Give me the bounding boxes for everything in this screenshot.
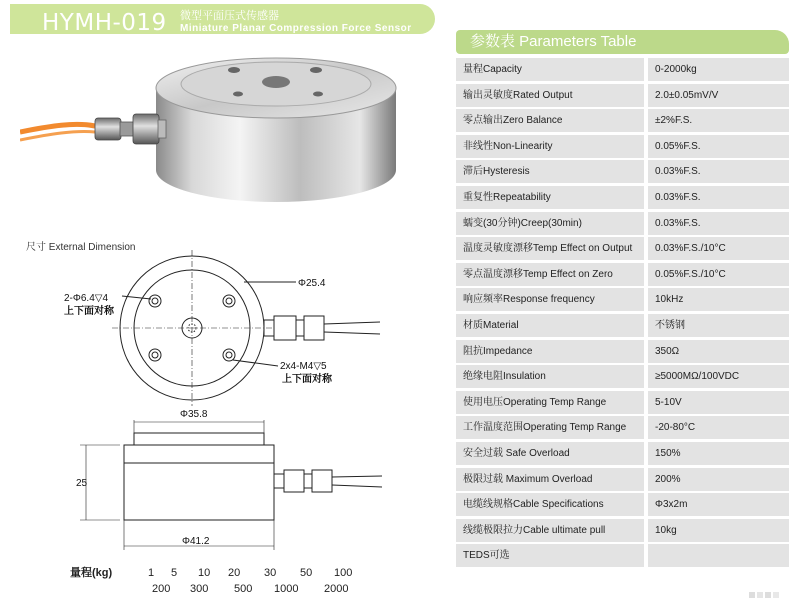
param-value: 5-10V — [648, 391, 789, 414]
table-row — [456, 493, 789, 516]
param-name: 安全过载 Safe Overload — [456, 442, 644, 465]
param-name: 阻抗Impedance — [456, 340, 644, 363]
param-value: 0.03%F.S. — [648, 212, 789, 235]
table-row — [456, 544, 789, 567]
table-row — [456, 263, 789, 286]
table-row — [456, 135, 789, 158]
table-row — [456, 416, 789, 439]
table-row — [456, 365, 789, 388]
side-bottom-width: Φ41.2 — [182, 536, 210, 547]
param-value: 10kg — [648, 519, 789, 542]
param-name: 输出灵敏度Rated Output — [456, 84, 644, 107]
table-row — [456, 84, 789, 107]
param-name: 量程Capacity — [456, 58, 644, 81]
param-value: 10kHz — [648, 288, 789, 311]
top-view — [112, 250, 380, 406]
table-row — [456, 160, 789, 183]
hole-callout-2-note: 上下面对称 — [282, 374, 332, 385]
param-name: 响应频率Response frequency — [456, 288, 644, 311]
technical-drawing — [20, 250, 430, 605]
side-view — [80, 420, 382, 550]
range-value: 20 — [228, 567, 241, 579]
param-name: 滞后Hysteresis — [456, 160, 644, 183]
param-value: 0.03%F.S./10°C — [648, 237, 789, 260]
title-banner — [10, 4, 435, 34]
param-name: 极限过载 Maximum Overload — [456, 468, 644, 491]
product-subtitle-en: Miniature Planar Compression Force Sensor — [180, 23, 412, 34]
table-row — [456, 468, 789, 491]
param-name: 电缆线规格Cable Specifications — [456, 493, 644, 516]
parameters-table-header — [456, 30, 789, 54]
param-value: 350Ω — [648, 340, 789, 363]
range-value: 10 — [198, 567, 211, 579]
table-row — [456, 109, 789, 132]
hole-callout-1-note: 上下面对称 — [64, 306, 114, 317]
param-value: 2.0±0.05mV/V — [648, 84, 789, 107]
table-row — [456, 391, 789, 414]
param-name: 材质Material — [456, 314, 644, 337]
product-model: HYMH-019 — [42, 10, 167, 36]
table-row — [456, 212, 789, 235]
parameters-title: 参数表 Parameters Table — [470, 33, 637, 50]
param-value: 不锈钢 — [648, 314, 789, 337]
range-value: 5 — [171, 567, 178, 579]
param-name: 重复性Repeatability — [456, 186, 644, 209]
parameters-table — [456, 58, 789, 570]
param-value: 200% — [648, 468, 789, 491]
param-value: ±2%F.S. — [648, 109, 789, 132]
param-value — [648, 544, 789, 567]
param-value: 0.03%F.S. — [648, 186, 789, 209]
param-value: 0-2000kg — [648, 58, 789, 81]
param-value: -20-80°C — [648, 416, 789, 439]
table-row — [456, 58, 789, 81]
table-row — [456, 237, 789, 260]
range-value: 1 — [148, 567, 155, 579]
param-value: 0.05%F.S./10°C — [648, 263, 789, 286]
param-value: Φ3x2m — [648, 493, 789, 516]
param-name: 零点输出Zero Balance — [456, 109, 644, 132]
range-value: 2000 — [324, 583, 349, 595]
param-value: 150% — [648, 442, 789, 465]
table-row — [456, 519, 789, 542]
side-top-width: Φ35.8 — [180, 409, 208, 420]
hole-callout-2: 2x4-M4▽5 — [280, 361, 327, 372]
param-name: 零点温度漂移Temp Effect on Zero — [456, 263, 644, 286]
range-value: 1000 — [274, 583, 299, 595]
range-value: 500 — [234, 583, 253, 595]
param-name: 使用电压Operating Temp Range — [456, 391, 644, 414]
param-value: ≥5000MΩ/100VDC — [648, 365, 789, 388]
product-photo — [20, 40, 425, 235]
table-row — [456, 442, 789, 465]
table-row — [456, 340, 789, 363]
diameter-label: Φ25.4 — [298, 278, 326, 289]
param-name: 温度灵敏度漂移Temp Effect on Output — [456, 237, 644, 260]
range-value: 50 — [300, 567, 313, 579]
param-name: 蠕变(30分钟)Creep(30min) — [456, 212, 644, 235]
watermark-icon — [747, 589, 787, 601]
table-row — [456, 288, 789, 311]
hole-callout-1: 2-Φ6.4▽4 — [64, 293, 109, 304]
range-label: 量程(kg) — [70, 567, 113, 579]
param-name: 工作温度范围Operating Temp Range — [456, 416, 644, 439]
param-name: TEDS可选 — [456, 544, 644, 567]
range-value: 100 — [334, 567, 353, 579]
range-value: 30 — [264, 567, 277, 579]
side-height: 25 — [76, 478, 88, 489]
table-row — [456, 314, 789, 337]
table-row — [456, 186, 789, 209]
range-value: 300 — [190, 583, 209, 595]
dimension-title: 尺寸 External Dimension — [26, 242, 136, 253]
param-value: 0.03%F.S. — [648, 160, 789, 183]
param-value: 0.05%F.S. — [648, 135, 789, 158]
param-name: 非线性Non-Linearity — [456, 135, 644, 158]
param-name: 线缆极限拉力Cable ultimate pull — [456, 519, 644, 542]
param-name: 绝缘电阻Insulation — [456, 365, 644, 388]
range-value: 200 — [152, 583, 171, 595]
product-subtitle-cn: 微型平面压式传感器 — [180, 10, 279, 22]
